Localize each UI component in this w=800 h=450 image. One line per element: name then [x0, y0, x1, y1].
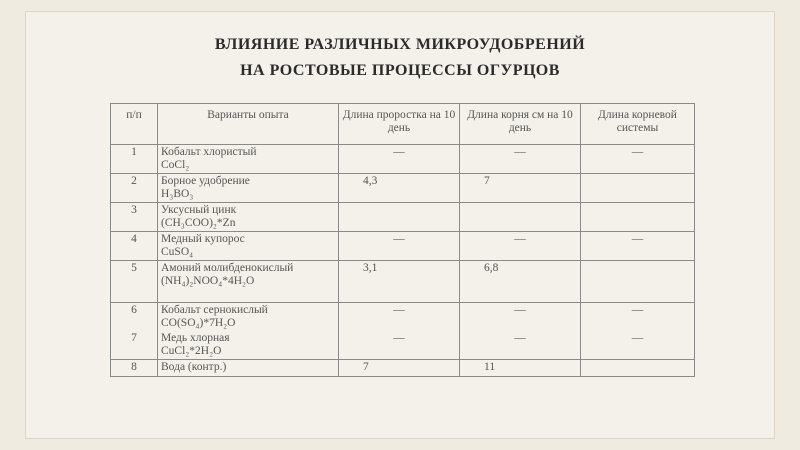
cell-root-system — [581, 360, 695, 377]
table-row — [111, 174, 695, 203]
cell-root: 7 — [460, 174, 581, 203]
title-line-1: ВЛИЯНИЕ РАЗЛИЧНЫХ МИКРОУДОБРЕНИЙ — [214, 36, 586, 53]
cell-root-system — [581, 203, 695, 232]
row-variant — [158, 174, 339, 203]
variant-name: Медный купорос — [161, 233, 245, 245]
header-sprout: Длина проростка на 10 день — [339, 104, 460, 145]
cell-root: — — [460, 145, 581, 174]
table-row — [111, 232, 695, 261]
variant-formula: CO(SO₄)*7H₂O — [161, 317, 236, 329]
variant-name: Уксусный цинк — [161, 204, 237, 216]
variant-formula: CuSO₄ — [161, 246, 194, 258]
title-line-2: НА РОСТОВЫЕ ПРОЦЕССЫ ОГУРЦОВ — [240, 62, 560, 79]
header-variant: Варианты опыта — [158, 104, 339, 145]
variant-name: Амоний молибденокислый — [161, 262, 294, 274]
cell-sprout: — — [339, 331, 460, 360]
header-root: Длина корня см на 10 день — [460, 104, 581, 145]
cell-root-system: — — [581, 331, 695, 360]
cell-root-system: — — [581, 232, 695, 261]
cell-root: — — [460, 331, 581, 360]
cell-root: — — [460, 303, 581, 332]
header-root-system: Длина корневой системы — [581, 104, 695, 145]
variant-name: Вода (контр.) — [161, 361, 227, 373]
row-variant — [158, 360, 339, 377]
row-variant — [158, 232, 339, 261]
cell-root: 6,8 — [460, 261, 581, 303]
cell-root-system — [581, 174, 695, 203]
row-num: 8 — [111, 360, 158, 377]
cell-root-system: — — [581, 145, 695, 174]
table-row — [111, 261, 695, 303]
cell-root-system — [581, 261, 695, 303]
cell-sprout: — — [339, 232, 460, 261]
cell-root: — — [460, 232, 581, 261]
cell-root — [460, 203, 581, 232]
row-num: 6 — [111, 303, 158, 332]
table-row — [111, 303, 695, 332]
variant-name: Кобальт хлористый — [161, 146, 257, 158]
row-variant — [158, 145, 339, 174]
row-num: 2 — [111, 174, 158, 203]
row-num: 5 — [111, 261, 158, 303]
variant-name: Кобальт сернокислый — [161, 304, 268, 316]
variant-formula: H₃BO₃ — [161, 188, 194, 200]
variant-formula: (CH₃COO)₂*Zn — [161, 217, 236, 229]
cell-root: 11 — [460, 360, 581, 377]
row-variant — [158, 261, 339, 303]
variant-name: Борное удобрение — [161, 175, 250, 187]
row-variant — [158, 203, 339, 232]
cell-sprout: 7 — [339, 360, 460, 377]
row-num: 1 — [111, 145, 158, 174]
cell-sprout: — — [339, 145, 460, 174]
header-num: п/п — [111, 104, 158, 145]
row-variant — [158, 303, 339, 332]
table-row — [111, 203, 695, 232]
results-table — [110, 103, 695, 377]
cell-sprout — [339, 203, 460, 232]
row-num: 3 — [111, 203, 158, 232]
table-row — [111, 331, 695, 360]
header-row — [111, 104, 695, 145]
cell-root-system: — — [581, 303, 695, 332]
row-num: 4 — [111, 232, 158, 261]
cell-sprout: 4,3 — [339, 174, 460, 203]
table-row — [111, 145, 695, 174]
row-num: 7 — [111, 331, 158, 360]
variant-formula: CuCl₂*2H₂O — [161, 345, 222, 357]
cell-sprout: — — [339, 303, 460, 332]
variant-formula: (NH₄)₂NOO₄*4H₂O — [161, 275, 255, 287]
cell-sprout: 3,1 — [339, 261, 460, 303]
variant-formula: CoCl₂ — [161, 159, 190, 171]
variant-name: Медь хлорная — [161, 332, 230, 344]
row-variant — [158, 331, 339, 360]
table-row — [111, 360, 695, 377]
